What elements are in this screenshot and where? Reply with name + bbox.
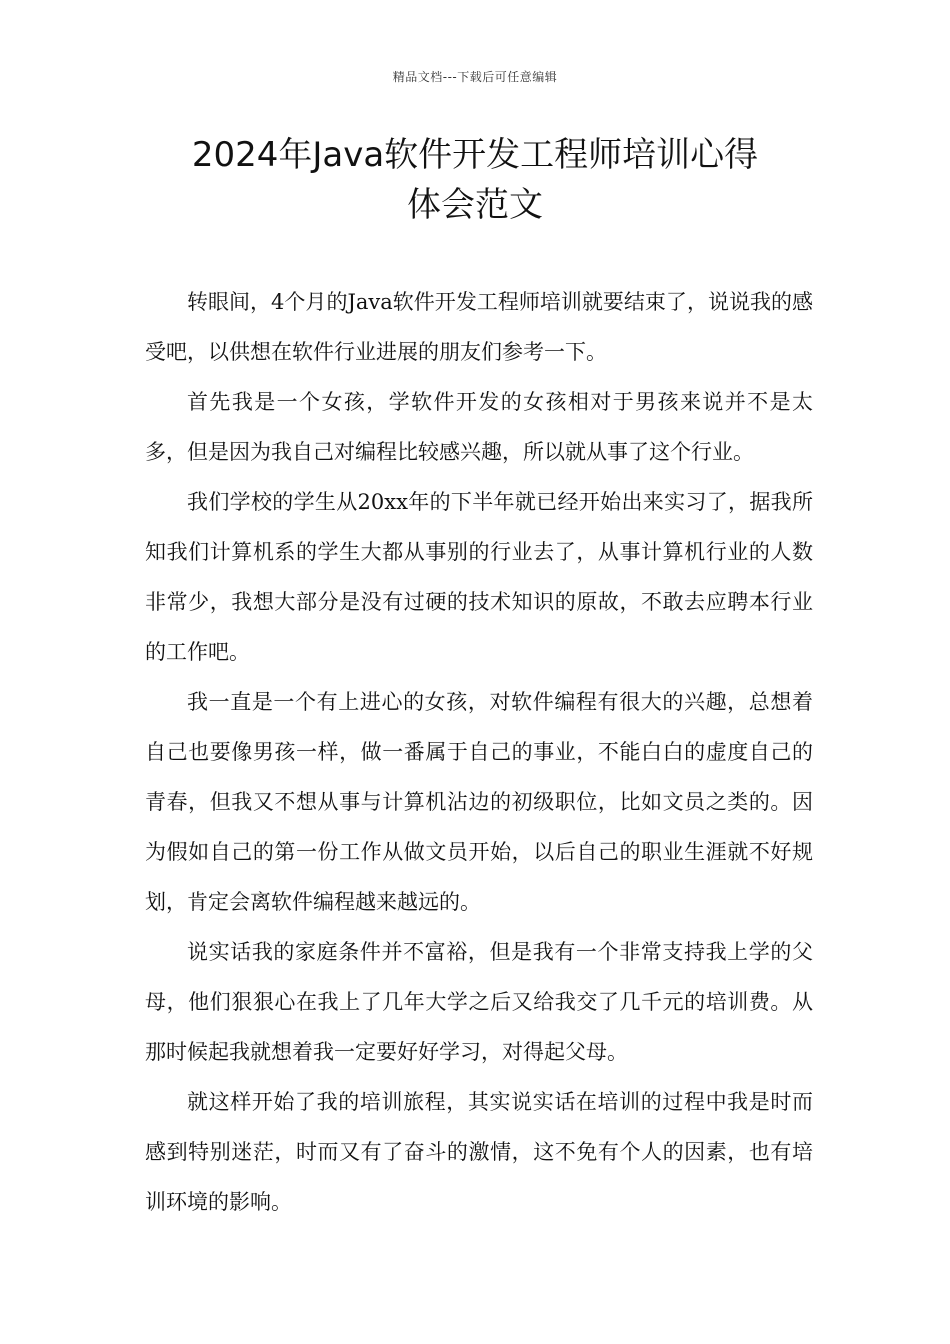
paragraph: 我们学校的学生从20xx年的下半年就已经开始出来实习了，据我所知我们计算机系的学生大都从事别的行业去了，从事计算机行业的人数非常少，我想大部分是没有过硬的技术知识的原故，不敢去应聘本行业的工作吧。 <box>145 490 813 664</box>
document-title <box>130 130 820 230</box>
paragraph: 首先我是一个女孩，学软件开发的女孩相对于男孩来说并不是太多，但是因为我自己对编程比较感兴趣，所以就从事了这个行业。 <box>145 390 813 464</box>
document-title-line-2: 体会范文 <box>407 185 543 225</box>
paragraph: 说实话我的家庭条件并不富裕，但是我有一个非常支持我上学的父母，他们狠狠心在我上了几年大学之后又给我交了几千元的培训费。从那时候起我就想着我一定要好好学习，对得起父母。 <box>145 940 813 1064</box>
document-title-line-1: 2024年Java软件开发工程师培训心得 <box>191 135 759 175</box>
document-body <box>145 277 813 1227</box>
paragraph: 我一直是一个有上进心的女孩，对软件编程有很大的兴趣，总想着自己也要像男孩一样，做一番属于自己的事业，不能白白的虚度自己的青春，但我又不想从事与计算机沾边的初级职位，比如文员之类的。因为假如自己的第一份工作从做文员开始，以后自己的职业生涯就不好规划，肯定会离软件编程越来越远的。 <box>145 690 813 914</box>
paragraph: 就这样开始了我的培训旅程，其实说实话在培训的过程中我是时而感到特别迷茫，时而又有了奋斗的激情，这不免有个人的因素，也有培训环境的影响。 <box>145 1090 813 1214</box>
paragraph: 转眼间，4个月的Java软件开发工程师培训就要结束了，说说我的感受吧，以供想在软件行业进展的朋友们参考一下。 <box>145 290 813 364</box>
header-note: 精品文档---下载后可任意编辑 <box>392 70 558 84</box>
